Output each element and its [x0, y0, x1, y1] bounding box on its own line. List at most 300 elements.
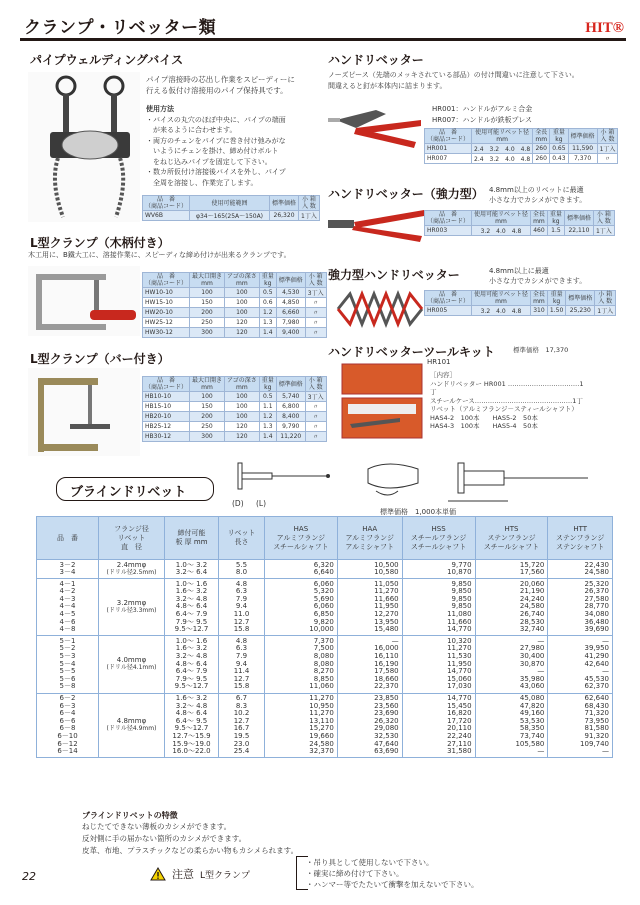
cell-line: —	[537, 747, 545, 756]
table-cell-has	[265, 560, 338, 579]
table-cell: 1丁入	[299, 211, 320, 221]
cell-line: 32,370	[309, 747, 334, 756]
table-cell: 100	[225, 308, 260, 318]
kit-contents-item: スチールケース………………………………………1丁	[430, 396, 583, 405]
cell-line: 7,500	[313, 644, 334, 653]
strong-hand-riveter-table-wrap	[424, 290, 616, 316]
table-cell: 6,800	[276, 402, 305, 412]
hand-riveter-table-wrap	[424, 128, 618, 164]
cell-line: 6,060	[313, 579, 334, 588]
table-cell-codes	[37, 560, 99, 579]
cell-line: 27,110	[447, 739, 472, 748]
cell-line: 6－8	[59, 724, 76, 733]
l-clamp-bar-title: L型クランプ（バー付き）	[30, 352, 170, 366]
cell-line: 6－12	[57, 739, 78, 748]
strong-hand-riveter-desc: 小さな力でカシメができます。	[489, 277, 587, 285]
cell-line: 8.0	[235, 568, 248, 577]
rivet-diagram	[228, 455, 608, 513]
cell-line: 9.4	[235, 659, 248, 668]
caution-target: L型クランプ	[200, 870, 251, 881]
table-cell: 4,850	[276, 298, 305, 308]
cell-line: 12,270	[374, 610, 399, 619]
table-cell: HB10-10	[143, 392, 190, 402]
cell-line: 17,030	[447, 682, 472, 691]
cell-line: 3.2〜 4.8	[175, 594, 208, 603]
tool-kit-price: 標準価格 17,370	[513, 346, 569, 354]
table-cell: 120	[225, 328, 260, 338]
table-cell: HW15-10	[143, 298, 190, 308]
col-header: 最大口開き mm	[190, 273, 225, 288]
cell-line: 6.3	[235, 587, 248, 596]
cell-line: 16,820	[447, 709, 472, 718]
tool-kit-image	[340, 362, 424, 442]
cell-line: 27,580	[584, 594, 609, 603]
cell-line: 6.3	[235, 644, 248, 653]
table-cell: 0.5	[259, 288, 276, 298]
cell-line: 10,580	[374, 568, 399, 577]
strong-hand-riveter-desc: 4.8mm以上に最適	[489, 267, 549, 275]
table-cell: 100	[225, 412, 260, 422]
hand-riveter-strong-title: ハンドリベッター（強力型）	[328, 187, 484, 201]
cell-line: 1.0〜 1.6	[175, 579, 208, 588]
cell-line: 73,740	[519, 732, 545, 741]
table-cell: 0.5	[259, 392, 276, 402]
cell-line: 12.7	[233, 716, 250, 725]
col-header: アゴの深さ mm	[225, 377, 260, 392]
col-header-haa: HAA アルミフランジ アルミシャフト	[337, 517, 402, 560]
pipe-vise-table	[142, 195, 320, 221]
table-cell: HW30-12	[143, 328, 190, 338]
cell-line: 23.0	[233, 739, 250, 748]
cell-line: 5,320	[313, 587, 334, 596]
tool-kit-title: ハンドリベッターツールキット	[328, 345, 495, 359]
cell-line: 21,190	[519, 587, 545, 596]
usage-line: ・数カ所仮付け溶接後バイスを外し、パイプ	[146, 168, 286, 176]
cell-line: 9,770	[451, 560, 472, 569]
cell-line: 91,320	[584, 732, 609, 741]
table-cell: 1.2	[259, 412, 276, 422]
table-cell: 1.3	[259, 318, 276, 328]
table-cell: 200	[190, 308, 225, 318]
table-cell-len	[219, 579, 265, 636]
kit-contents-item: HAS4-2 100本 HAS5-2 50本	[430, 413, 538, 422]
cell-line: 27,980	[519, 644, 545, 653]
table-cell: 1.4	[259, 432, 276, 442]
cell-line: 5－3	[59, 652, 76, 661]
rivet-diameter: 2.4mmφ	[116, 560, 147, 569]
cell-line: 7.9〜 9.5	[175, 617, 208, 626]
cell-line: 15,480	[374, 625, 399, 634]
cell-line: 18,660	[374, 674, 399, 683]
col-header: 小 箱 入 数	[593, 211, 614, 226]
table-cell: 3丁入	[305, 288, 326, 298]
col-header: 小 箱 入 数	[595, 291, 616, 306]
cell-line: 16,190	[374, 659, 399, 668]
cell-line: 6－14	[57, 747, 78, 756]
table-cell-dia	[99, 693, 165, 758]
table-cell-hss	[402, 693, 475, 758]
cell-line: 1.6〜 3.2	[175, 587, 208, 596]
feature-line: 皮革、布地、プラスチックなどの柔らかい物もカシメられます。	[82, 846, 299, 855]
table-cell: 1丁入	[593, 226, 614, 236]
cell-line: 15.8	[233, 625, 250, 634]
cell-line: 4.8	[235, 636, 248, 645]
cell-line: 22,430	[584, 560, 609, 569]
table-cell: 9,790	[276, 422, 305, 432]
table-cell: 1.1	[259, 402, 276, 412]
cell-line: 6－2	[59, 694, 76, 703]
cell-line: 5－8	[59, 682, 76, 691]
table-cell: 22,110	[564, 226, 593, 236]
table-cell: 〃	[305, 318, 326, 328]
cell-line: 24,580	[584, 568, 609, 577]
cell-line: 6,850	[313, 610, 334, 619]
cell-line: 10,870	[447, 568, 472, 577]
hand-riveter-title: ハンドリベッター	[328, 53, 424, 67]
cell-line: 13,110	[309, 716, 334, 725]
features-block	[82, 810, 298, 857]
table-cell: 3丁入	[305, 392, 326, 402]
cell-line: 19.5	[233, 732, 250, 741]
cell-line: 3.2〜 4.8	[175, 652, 208, 661]
table-cell: 〃	[305, 422, 326, 432]
cell-line: 10.2	[233, 709, 250, 718]
cell-line: 28,770	[584, 602, 609, 611]
cell-line: 4－2	[59, 587, 76, 596]
table-cell: 150	[190, 402, 225, 412]
l-clamp-wood-title: L型クランプ（木柄付き）	[30, 236, 170, 250]
cell-line: 11,270	[447, 644, 472, 653]
cell-line: 24,240	[519, 594, 545, 603]
table-cell: 120	[225, 422, 260, 432]
cell-line: 9.4	[235, 602, 248, 611]
l-clamp-wood-image	[28, 266, 140, 336]
table-cell-hts	[475, 579, 548, 636]
drill-diameter: (ドリル径4.1mm)	[106, 664, 157, 672]
table-cell: 3.2 4.0 4.8	[472, 306, 531, 316]
cell-line: 25,320	[584, 579, 609, 588]
cell-line: 20,060	[519, 579, 545, 588]
table-cell-grip	[165, 636, 219, 693]
cell-line: 29,080	[374, 724, 399, 733]
cell-line: 23,560	[374, 701, 399, 710]
table-cell: 1.3	[259, 422, 276, 432]
cell-line: 16,110	[374, 652, 399, 661]
cell-line: 16,000	[374, 644, 399, 653]
cell-line: 3.2〜 6.4	[175, 568, 208, 577]
table-cell-grip	[165, 693, 219, 758]
hand-riveter-note: HR007：ハンドルが鉄板プレス	[432, 116, 532, 124]
cell-line: 9,850	[451, 587, 472, 596]
table-cell-hts	[475, 560, 548, 579]
cell-line: 15.8	[233, 682, 250, 691]
cell-line: 14,770	[447, 694, 472, 703]
col-header: アゴの深さ mm	[225, 273, 260, 288]
table-cell-htt	[548, 636, 613, 693]
cell-line: 6.7	[235, 694, 248, 703]
cell-line: 36,480	[584, 617, 609, 626]
pipe-vise-title: パイプウェルディングバイス	[30, 53, 184, 67]
hand-riveter-strong-image	[326, 206, 426, 246]
usage-line: が来るように合わせます。	[146, 126, 237, 134]
col-header: 標準価格	[566, 291, 595, 306]
cell-line: 10,950	[309, 701, 334, 710]
col-header: 重量 kg	[259, 273, 276, 288]
cell-line: 12.7	[233, 674, 250, 683]
table-cell: 9,400	[276, 328, 305, 338]
table-cell: 〃	[597, 154, 618, 164]
hand-riveter-desc: 間違えると釘が本体内に詰まります。	[328, 82, 447, 90]
drill-diameter: (ドリル径3.3mm)	[106, 607, 157, 615]
l-clamp-bar-table-wrap	[142, 376, 327, 442]
cell-line: —	[537, 667, 545, 676]
col-header: 全長 mm	[530, 291, 547, 306]
cell-line: 19,660	[309, 732, 334, 741]
cell-line: 68,430	[584, 701, 609, 710]
blind-rivet-table-wrap	[36, 516, 613, 758]
table-cell-hss	[402, 579, 475, 636]
table-cell: HW10-10	[143, 288, 190, 298]
cell-line: 11,530	[447, 652, 472, 661]
l-clamp-wood-table-wrap	[142, 272, 327, 338]
usage-line: いようにチェンを掛け、締め付けボルト	[146, 147, 279, 155]
col-header: 小 箱 入 数	[597, 129, 618, 144]
table-cell: 310	[530, 306, 547, 316]
cell-line: 12.7	[233, 617, 250, 626]
col-header-dia: フランジ径 リベット 直 径	[99, 517, 165, 560]
cell-line: 17,560	[519, 568, 545, 577]
features-title: ブラインドリベットの特徴	[82, 811, 178, 820]
cell-line: 1.6〜 3.2	[175, 644, 208, 653]
cell-line: 81,580	[584, 724, 609, 733]
cell-line: 11.0	[233, 610, 250, 619]
table-cell-has	[265, 579, 338, 636]
cell-line: 15.9〜19.0	[172, 739, 211, 748]
blind-rivet-table	[36, 516, 613, 758]
rivet-diameter: 4.0mmφ	[116, 655, 147, 664]
cell-line: 11,270	[309, 694, 334, 703]
cell-line: 34,080	[584, 610, 609, 619]
cell-line: 17,580	[374, 667, 399, 676]
cell-line: 49,160	[519, 709, 545, 718]
table-cell: 460	[530, 226, 547, 236]
table-cell-grip	[165, 560, 219, 579]
col-header: 使用可能リベット径 mm	[472, 129, 533, 144]
hand-riveter-image	[326, 100, 426, 160]
table-cell: 100	[225, 402, 260, 412]
table-cell: 250	[190, 318, 225, 328]
cell-line: 63,690	[374, 747, 399, 756]
header-rule	[20, 38, 626, 41]
cell-line: 6－6	[59, 716, 76, 725]
cell-line: 39,950	[584, 644, 609, 653]
cell-line: 9,850	[451, 594, 472, 603]
table-cell: 0.43	[550, 154, 568, 164]
table-cell: 〃	[305, 298, 326, 308]
col-header: 小 箱 入 数	[305, 273, 326, 288]
col-header: 品 番 （商品コード）	[143, 196, 190, 211]
cell-line: 47,820	[519, 701, 545, 710]
cell-line: 13,950	[374, 617, 399, 626]
cell-line: 30,870	[519, 659, 545, 668]
table-cell: 2.4 3.2 4.0 4.8	[472, 144, 533, 154]
col-header: 重量 kg	[547, 211, 564, 226]
pipe-vise-desc-1: パイプ溶接時の芯出し作業をスピーディーに	[146, 75, 295, 84]
cell-line: 62,370	[584, 682, 609, 691]
cell-line: 15,450	[447, 701, 472, 710]
caution-line: ・確実に締め付けて下さい。	[306, 869, 404, 878]
table-cell: φ34〜165(25A〜150A)	[190, 211, 270, 221]
cell-line: 41,290	[584, 652, 609, 661]
cell-line: 9.5〜12.7	[174, 682, 209, 691]
table-cell-dia	[99, 636, 165, 693]
page-title: クランプ・リベッター類	[24, 18, 217, 38]
table-cell: 〃	[305, 308, 326, 318]
cell-line: 26,740	[519, 610, 545, 619]
col-header: 使用可能リベット径 mm	[472, 211, 531, 226]
cell-line: 1.0〜 3.2	[175, 560, 208, 569]
table-cell-hts	[475, 693, 548, 758]
cell-line: 4－5	[59, 610, 76, 619]
table-cell: 2.4 3.2 4.0 4.8	[472, 154, 533, 164]
strong-hand-riveter-title: 強力型ハンドリベッター	[328, 268, 460, 282]
col-header: 標準価格	[276, 377, 305, 392]
pipe-vise-desc-2: 行える仮付け溶接用のパイプ保持具です。	[146, 86, 288, 95]
cell-line: 15,720	[519, 560, 545, 569]
cell-line: 5－2	[59, 644, 76, 653]
col-header: 全長 mm	[530, 211, 547, 226]
rivet-label-d: (D)	[232, 499, 244, 508]
hand-riveter-desc: ノーズピース（先端のメッキされている部品）の付け間違いに注意して下さい。	[328, 71, 579, 79]
cell-line: 11,080	[447, 610, 472, 619]
strong-hand-riveter-table	[424, 290, 616, 316]
table-cell: 〃	[305, 328, 326, 338]
cell-line: 5－1	[59, 636, 76, 645]
table-cell: 1丁入	[595, 306, 616, 316]
table-cell: HB30-12	[143, 432, 190, 442]
cell-line: 5－5	[59, 667, 76, 676]
brand-logo: HIT®	[585, 20, 624, 36]
table-cell: 250	[190, 422, 225, 432]
table-cell: 100	[190, 288, 225, 298]
col-header: 使用可能リベット径 mm	[472, 291, 531, 306]
table-cell-len	[219, 560, 265, 579]
cell-line: 8,850	[313, 674, 334, 683]
usage-line: 全周を溶接し、作業完了します。	[146, 178, 258, 187]
table-cell-codes	[37, 693, 99, 758]
table-cell-htt	[548, 560, 613, 579]
table-cell: 7,980	[276, 318, 305, 328]
cell-line: 1.6〜 3.2	[175, 694, 208, 703]
table-cell: 1丁入	[597, 144, 618, 154]
usage-line: ・バイスの丸穴のほぼ中央に、パイプの端面	[146, 115, 286, 124]
table-cell: HB15-10	[143, 402, 190, 412]
table-cell: 〃	[305, 402, 326, 412]
table-cell: 300	[190, 328, 225, 338]
cell-line: 62,640	[584, 694, 609, 703]
table-cell: 150	[190, 298, 225, 308]
table-cell: 100	[225, 288, 260, 298]
cell-line: 4－1	[59, 579, 76, 588]
col-header: 使用可能範囲	[190, 196, 270, 211]
table-cell: 25,230	[566, 306, 595, 316]
cell-line: 6.4〜 7.9	[175, 610, 208, 619]
col-header: 最大口開き mm	[190, 377, 225, 392]
table-cell-htt	[548, 579, 613, 636]
pipe-vise-image	[28, 72, 140, 222]
drill-diameter: (ドリル径4.9mm)	[106, 725, 157, 733]
hand-riveter-strong-desc: 4.8mm以上のリベットに最適	[489, 186, 584, 194]
table-cell-has	[265, 693, 338, 758]
cell-line: —	[602, 747, 609, 756]
table-cell: 260	[533, 144, 550, 154]
cell-line: 71,320	[584, 709, 609, 718]
table-cell: HR001	[425, 144, 472, 154]
col-header-hts: HTS ステンフランジ スチールシャフト	[475, 517, 548, 560]
cell-line: 7.9〜 9.5	[175, 674, 208, 683]
cell-line: 9,820	[313, 617, 334, 626]
cell-line: 22,370	[374, 682, 399, 691]
col-header: 重量 kg	[259, 377, 276, 392]
cell-line: —	[391, 636, 399, 645]
cell-line: 7,370	[313, 636, 334, 645]
table-cell: HB20-10	[143, 412, 190, 422]
cell-line: 8.3	[235, 701, 248, 710]
table-cell-haa	[337, 579, 402, 636]
hand-riveter-table	[424, 128, 618, 164]
cell-line: 4.8〜 6.4	[175, 602, 208, 611]
cell-line: 16.7	[233, 724, 250, 733]
table-cell-haa	[337, 636, 402, 693]
cell-line: 28,530	[519, 617, 545, 626]
cell-line: 11,050	[374, 579, 399, 588]
cell-line: 32,530	[374, 732, 399, 741]
col-header: 品 番 （商品コード）	[425, 129, 472, 144]
cell-line: 6－4	[59, 709, 76, 718]
col-header: 重量 kg	[550, 129, 568, 144]
col-header-len: リベット 長さ	[219, 517, 265, 560]
caution-line: ・ハンマー等でたたいて衝撃を加えないで下さい。	[306, 880, 479, 889]
l-clamp-wood-table	[142, 272, 327, 338]
table-cell: 0.65	[550, 144, 568, 154]
table-cell: 〃	[305, 432, 326, 442]
cell-line: —	[602, 667, 609, 676]
cell-line: 26,370	[584, 587, 609, 596]
cell-line: 105,580	[515, 739, 545, 748]
cell-line: 9,850	[451, 602, 472, 611]
col-header-htt: HTT ステンフランジ ステンシャフト	[548, 517, 613, 560]
cell-line: 6,320	[313, 560, 334, 569]
cell-line: 6,640	[313, 568, 334, 577]
table-cell-haa	[337, 693, 402, 758]
cell-line: 9.5〜12.7	[174, 724, 209, 733]
col-header-has: HAS アルミフランジ スチールシャフト	[265, 517, 338, 560]
cell-line: 10,500	[374, 560, 399, 569]
table-cell: HW25-12	[143, 318, 190, 328]
col-header: 小 箱 入 数	[299, 196, 320, 211]
table-cell: 5,740	[276, 392, 305, 402]
table-cell: 100	[190, 392, 225, 402]
l-clamp-bar-image	[28, 368, 140, 456]
cell-line: 1.0〜 1.6	[175, 636, 208, 645]
table-cell: 120	[225, 318, 260, 328]
kit-contents-item: ハンドリベッター HR001 ……………………………1丁	[430, 379, 584, 396]
col-header: 標準価格	[270, 196, 299, 211]
cell-line: 7.9	[235, 652, 248, 661]
cell-line: 9.5〜12.7	[174, 625, 209, 634]
cell-line: 47,640	[374, 739, 399, 748]
cell-line: 23,690	[374, 709, 399, 718]
